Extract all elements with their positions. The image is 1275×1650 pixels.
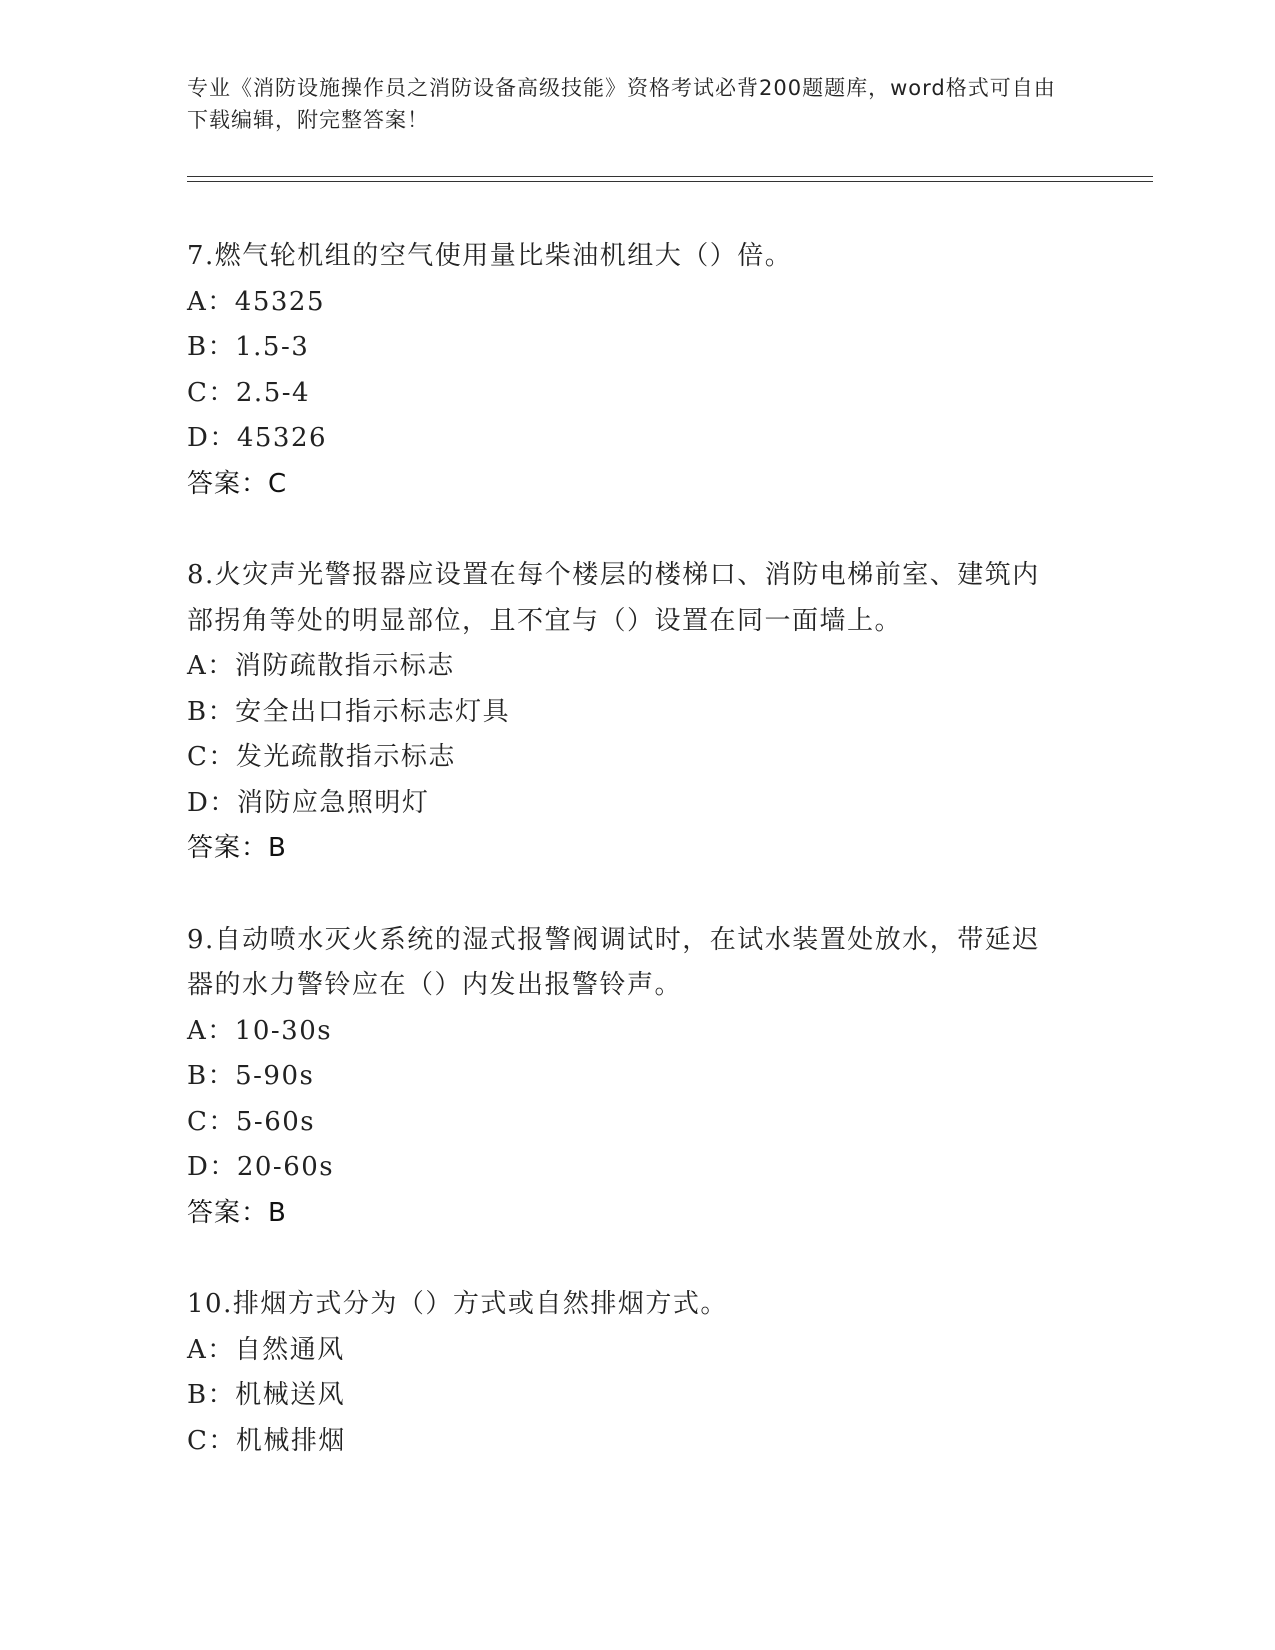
question-stem: 10.排烟方式分为（）方式或自然排烟方式。 <box>187 1289 728 1319</box>
option-b: B：1.5-3 <box>187 332 310 362</box>
option-c: C：2.5-4 <box>187 377 311 408</box>
question-stem: 9.自动喷水灭火系统的湿式报警阀调试时，在试水装置处放水，带延迟器的水力警铃应在（）内发出报警铃声。 <box>187 924 1040 1000</box>
question-list <box>187 234 1067 1510</box>
answer-line: 答案：C <box>187 468 288 499</box>
option-a: A：自然通风 <box>187 1334 345 1365</box>
document-header: 专业《消防设施操作员之消防设备高级技能》资格考试必背200题题库，word格式可自由下载编辑，附完整答案！ <box>187 76 1056 132</box>
option-c: C：5-60s <box>187 1106 316 1137</box>
question-stem: 7.燃气轮机组的空气使用量比柴油机组大（）倍。 <box>187 241 793 271</box>
option-b: B：5-90s <box>187 1061 315 1091</box>
option-a: A：45325 <box>187 286 325 317</box>
option-d: D：45326 <box>187 423 328 453</box>
option-c: C：机械排烟 <box>187 1425 346 1456</box>
option-c: C：发光疏散指示标志 <box>187 742 456 772</box>
header-rule-top <box>187 176 1153 177</box>
option-d: D：20-60s <box>187 1152 335 1182</box>
option-a: A：消防疏散指示标志 <box>187 651 455 681</box>
option-a: A：10-30s <box>187 1015 333 1046</box>
option-b: B：安全出口指示标志灯具 <box>187 696 511 727</box>
question-7 <box>187 234 1067 507</box>
question-10 <box>187 1282 1067 1464</box>
answer-line: 答案：B <box>187 833 287 863</box>
question-9 <box>187 918 1067 1237</box>
option-b: B：机械送风 <box>187 1380 346 1410</box>
question-stem: 8.火灾声光警报器应设置在每个楼层的楼梯口、消防电梯前室、建筑内部拐角等处的明显部位，且不宜与（）设置在同一面墙上。 <box>187 560 1040 636</box>
option-d: D：消防应急照明灯 <box>187 787 430 818</box>
question-8 <box>187 553 1067 872</box>
header-rule-bottom <box>187 181 1153 182</box>
answer-line: 答案：B <box>187 1197 287 1228</box>
